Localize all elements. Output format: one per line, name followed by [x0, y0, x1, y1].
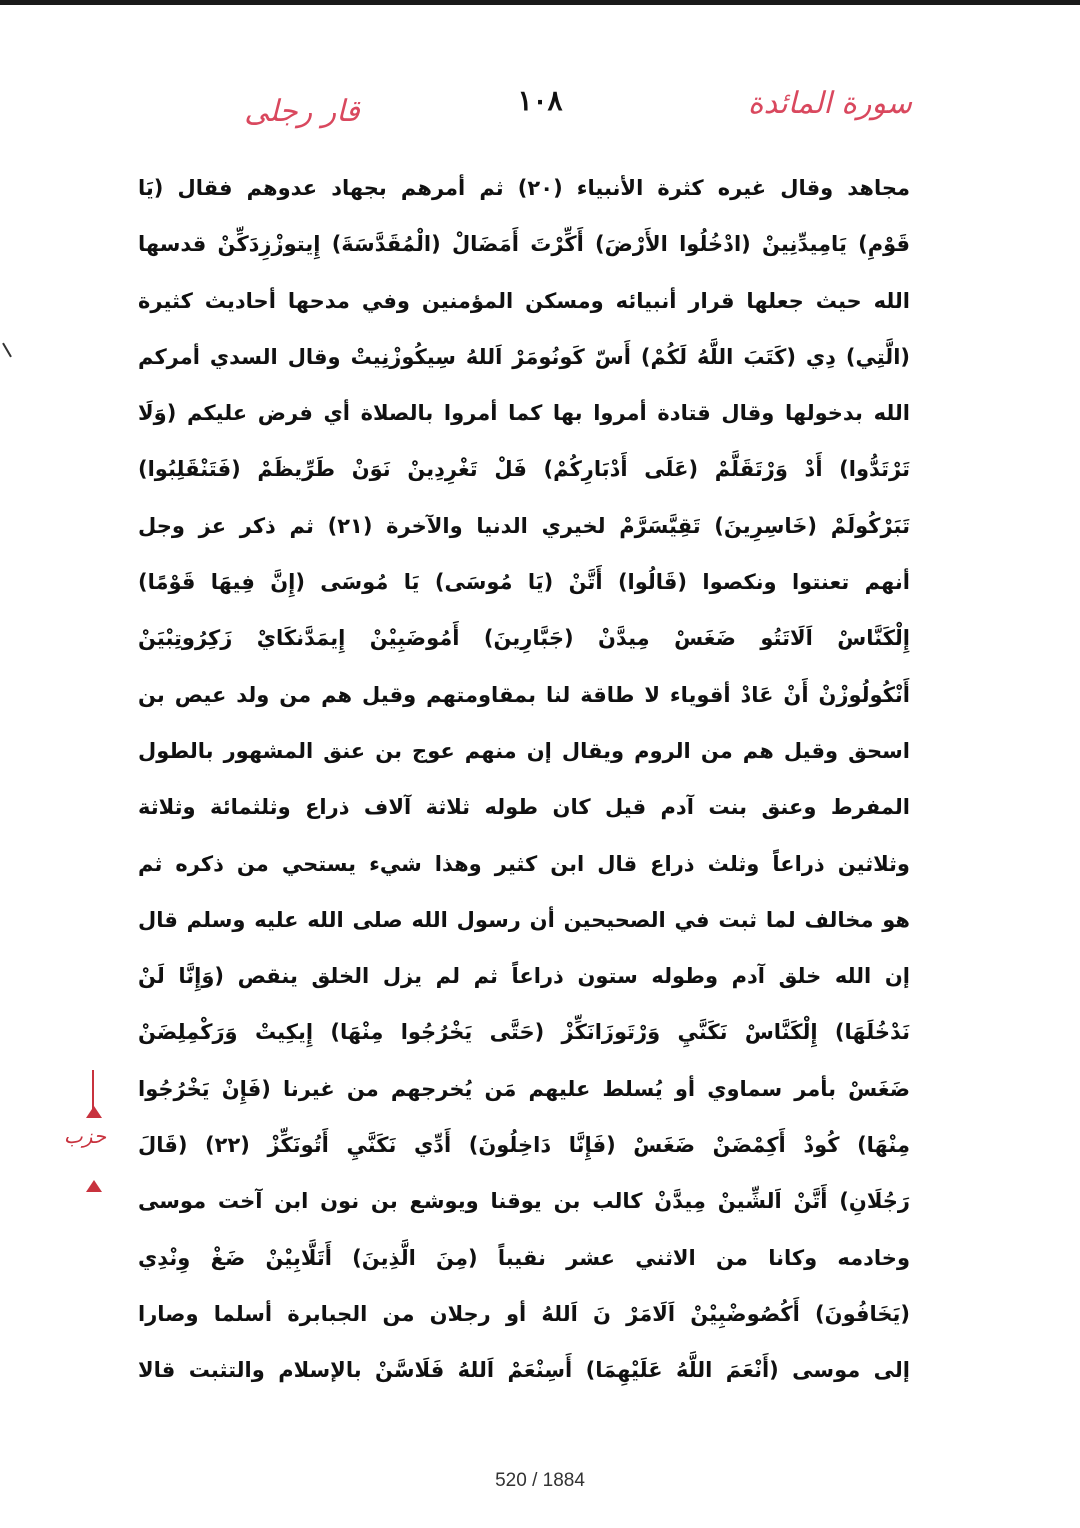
marker-dot-bottom — [86, 1180, 102, 1192]
text-line: اسحق وقيل هم من الروم ويقال إن منهم عوج بن عنق المشهور بالطول — [138, 738, 910, 763]
text-line: الله بدخولها وقال قتادة أمروا بها كما أمروا بالصلاة أي فرض عليكم (وَلَا — [138, 401, 910, 426]
text-line: ضَغَسْ بأمر سماوي أو يُسلط عليهم مَن يُخرجهم من غيرنا (فَإِنْ يَخْرُجُوا — [138, 1076, 910, 1101]
text-line: قَوْمِ) يَامِيدِّنِينْ (ادْخُلُوا الأَرْضَ) أَكِّرْتَ أَمَضَالْ (الْمُقَدَّسَةَ) إِيتوزْزِدَكِّنْ قدسها — [138, 232, 910, 257]
hizb-label: حزب — [63, 1124, 107, 1148]
body-text — [138, 160, 910, 1399]
marker-dot-top — [86, 1106, 102, 1118]
text-line: (الَّتِي) دِي (كَتَبَ اللَّهُ لَكُمْ) أَسّ كَونُومَرْ اَللهُ سِيكُوزْنِيتْ وقال السدي أمركم — [138, 344, 910, 369]
text-line: إلى موسى (أَنْعَمَ اللَّهُ عَلَيْهِمَا) أَسِنْعَمْ اَللهُ فَلَاسَّنْ بالإسلام والتثبت قالا — [138, 1358, 910, 1383]
text-line: إن الله خلق آدم وطوله ستون ذراعاً ثم لم يزل الخلق ينقص (وَإِنَّا لَنْ — [138, 964, 910, 989]
text-line: مِنْهَا) كُودْ أَكِمْضَنْ ضَغَسْ (فَإِنَّا دَاخِلُونَ) أَدِّي نَكَنَّيِ أَتُونَكِّزْ (٢٢) (قَالَ — [138, 1133, 910, 1158]
text-line: أنهم تعنتوا ونكصوا (قَالُوا) أَتَّنْ (يَا مُوسَى) يَا مُوسَى (إِنَّ فِيهَا قَوْمًا) — [138, 570, 910, 595]
text-line: إِلْكَنَّاسْ اَلَاتَتُو ضَغَسْ مِيدَّنْ (جَبَّارِينَ) أَمُوضَبِيْنْ إِيمَدَّنكَايْ زَكِرُوتِبْيَنْ — [138, 626, 910, 651]
scan-edge-mark — [2, 343, 12, 358]
hizb-margin-marker — [40, 1070, 130, 1200]
text-line: هو مخالف لما ثبت في الصحيحين أن رسول الله صلى الله عليه وسلم قال — [138, 907, 910, 932]
text-line: تَرْتَدُّوا) أَدْ وَرْتَقَلَّمْ (عَلَى أَدْبَارِكُمْ) فَلْ تَغْرِدِينْ نَوَنْ طَرِّيظَمْ (فَتَنْقَلِبُوا) — [138, 457, 910, 482]
text-line: الله حيث جعلها قرار أنبيائه ومسكن المؤمنين وفي مدحها أحاديث كثيرة — [138, 288, 910, 313]
marker-stroke — [92, 1070, 94, 1110]
page-number: ١٠٨ — [517, 84, 563, 117]
page-indicator: 520 / 1884 — [495, 1470, 585, 1491]
text-line: (يَخَافُونَ) أَكُصُوضْبِيْنْ اَلَامَرْ نَ اَللهُ أو رجلان من الجبابرة أسلما وصارا — [138, 1301, 910, 1326]
text-line: وخادمه وكانا من الاثني عشر نقيباً (مِنَ الَّذِينَ) أَتَلَّابِيْنْ ضَغْ وِنْدِي — [138, 1245, 910, 1270]
text-line: مجاهد وقال غيره كثرة الأنبياء (٢٠) ثم أمرهم بجهاد عدوهم فقال (يَا — [138, 176, 910, 200]
text-line: تَبَرْكُولَمْ (خَاسِرِينَ) تَقِيَّسَرَّمْ لخيري الدنيا والآخرة (٢١) ثم ذكر عز وجل — [138, 513, 910, 538]
page-header — [0, 78, 1080, 138]
text-line: أَنْكُولُوزْنْ أَنْ عَادْ أقوياء لا طاقة لنا بمقاومتهم وقيل هم من ولد عيص بن — [138, 682, 910, 707]
text-line: نَدْخُلَهَا) إِلْكَنَّاسْ نَكَنَّيِ وَرْتَوزَانَكِّزْ (حَتَّى يَخْرُجُوا مِنْهَا) إِيكِيتْ وَرَكْمِلِضَنْ — [138, 1020, 910, 1045]
text-line: المفرط وعنق بنت آدم قيل كان طوله ثلاثة آلاف ذراع وثلثمائة وثلاثة — [138, 795, 910, 820]
page-top-rule — [0, 0, 1080, 5]
reader-handwritten-note: قار رجلى — [244, 94, 360, 129]
surah-handwritten-note: سورة المائدة — [747, 86, 913, 121]
text-line: وثلاثين ذراعاً وثلث ذراع قال ابن كثير وهذا شيء يستحي من ذكره ثم — [138, 851, 910, 876]
text-line: رَجُلَانِ) أَتَّنْ اَلشِّينْ مِيدَّنْ كالب بن يوقنا ويوشع بن نون ابن آخت موسى — [138, 1189, 910, 1214]
